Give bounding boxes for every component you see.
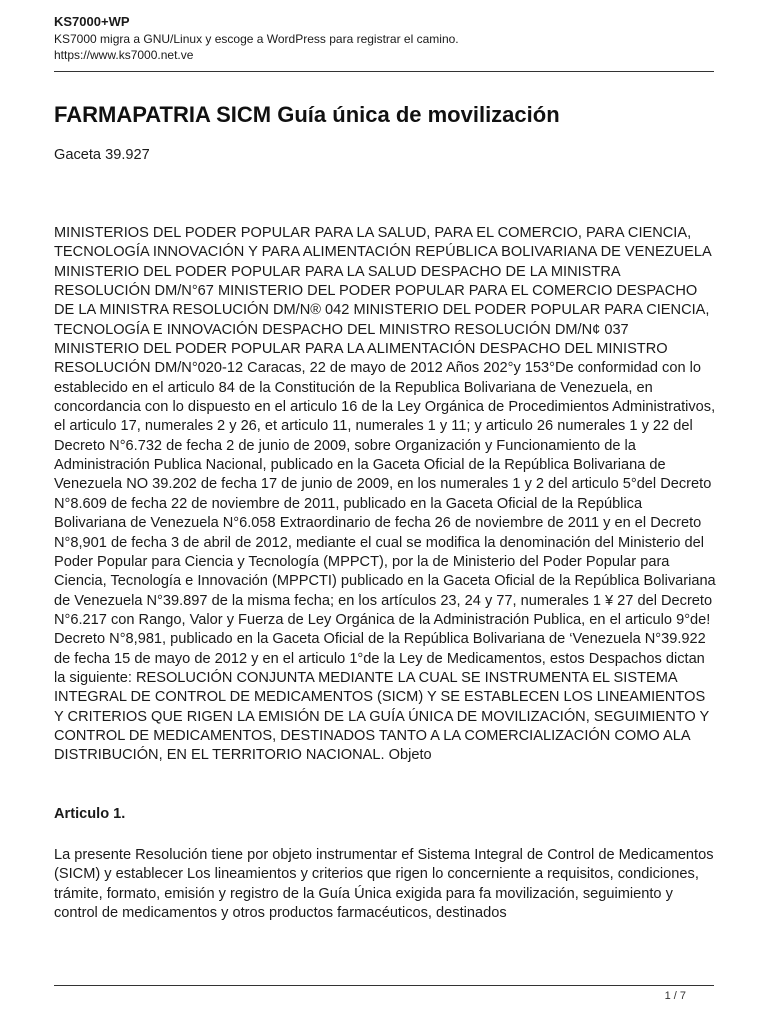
article-paragraph: La presente Resolución tiene por objeto instrumentar ef Sistema Integral de Control de Medicamentos (SICM) y establecer Los lineamientos y criterios que rigen lo concerniente a requisitos, condiciones, trámite, formato, emisión y registro de la Guía Única exigida para fa movilización, seguimiento y control de medicamentos y otros productos farmacéuticos, destinados bbox=[54, 847, 714, 921]
gaceta-reference: Gaceta 39.927 bbox=[54, 147, 150, 163]
header-divider bbox=[54, 71, 714, 72]
page-indicator: 1 / 7 bbox=[664, 990, 686, 1002]
page-title: FARMAPATRIA SICM Guía única de movilización bbox=[54, 102, 560, 127]
site-name: KS7000+WP bbox=[54, 14, 130, 29]
site-url: https://www.ks7000.net.ve bbox=[54, 48, 194, 62]
article-heading: Articulo 1. bbox=[54, 806, 126, 822]
site-description: KS7000 migra a GNU/Linux y escoge a WordPress para registrar el camino. bbox=[54, 32, 459, 46]
resolution-body-paragraph: MINISTERIOS DEL PODER POPULAR PARA LA SALUD, PARA EL COMERCIO, PARA CIENCIA, TECNOLOGÍA INNOVACIÓN Y PARA ALIMENTACIÓN REPÚBLICA BOLIVARIANA DE VENEZUELA MINISTERIO DEL PODER POPULAR PARA LA SALUD DESPACHO DE LA MINISTRA RESOLUCIÓN DM/N°67 MINISTERIO DEL PODER POPULAR PARA EL COMERCIO DESPACHO DE LA MINISTRA RESOLUCIÓN DM/N® 042 MINISTERIO DEL PODER POPULAR PARA CIENCIA, TECNOLOGÍA E INNOVACIÓN DESPACHO DEL MINISTRO RESOLUCIÓN DM/N¢ 037 MINISTERIO DEL PODER POPULAR PARA LA ALIMENTACIÓN DESPACHO DEL MINISTRO RESOLUCIÓN DM/N°020-12 Caracas, 22 de mayo de 2012 Años 202°y 153°De conformidad con lo establecido en el articulo 84 de la Constitución de la Republica Bolivariana de Venezuela, en concordancia con lo dispuesto en el articulo 16 de la Ley Orgánica de Procedimientos Administrativos, el articulo 17, numerales 2 y 26, et articulo 11, numerales 1 y 11; y articulo 26 numerales 1 y 22 del Decreto N°6.732 de fecha 2 de junio de 2009, sobre Organización y Funcionamiento de la Administración Publica Nacional, publicado en la Gaceta Oficial de la República Bolivariana de Venezuela NO 39.202 de fecha 17 de junio de 2009, en los numerales 1 y 2 del articulo 5°del Decreto N°8.609 de fecha 22 de noviembre de 2011, publicado en la Gaceta Oficial de la República Bolivariana de Venezuela N°6.058 Extraordinario de fecha 26 de noviembre de 2011 y en el Decreto N°8,901 de fecha 3 de abril de 2012, mediante el cual se modifica la denominación del Ministerio del Poder Popular para Ciencia y Tecnología (MPPCT), por la de Ministerio del Poder Popular para Ciencia, Tecnología e Innovación (MPPCTI) publicado en la Gaceta Oficial de la República Bolivariana de Venezuela N°39.897 de la misma fecha; en los artículos 23, 24 y 77, numerales 1 ¥ 27 del Decreto N°6.217 con Rango, Valor y Fuerza de Ley Orgánica de la Administración Publica, en el articulo 9°de! Decreto N°8,981, publicado en la Gaceta Oficial de la República Bolivariana de ‘Venezuela N°39.922 de fecha 15 de mayo de 2012 y en el articulo 1°de la Ley de Medicamentos, estos Despachos dictan la siguiente: RESOLUCIÓN CONJUNTA MEDIANTE LA CUAL SE INSTRUMENTA EL SISTEMA INTEGRAL DE CONTROL DE MEDICAMENTOS (SICM) Y SE ESTABLECEN LOS LINEAMIENTOS Y CRITERIOS QUE RIGEN LA EMISIÓN DE LA GUÍA ÚNICA DE MOVILIZACIÓN, SEGUIMIENTO Y CONTROL DE MEDICAMENTOS, DESTINADOS TANTO A LA COMERCIALIZACIÓN COMO ALA DISTRIBUCIÓN, EN EL TERRITORIO NACIONAL. Objeto bbox=[54, 225, 716, 764]
footer-divider bbox=[54, 985, 714, 986]
site-header bbox=[54, 13, 714, 63]
